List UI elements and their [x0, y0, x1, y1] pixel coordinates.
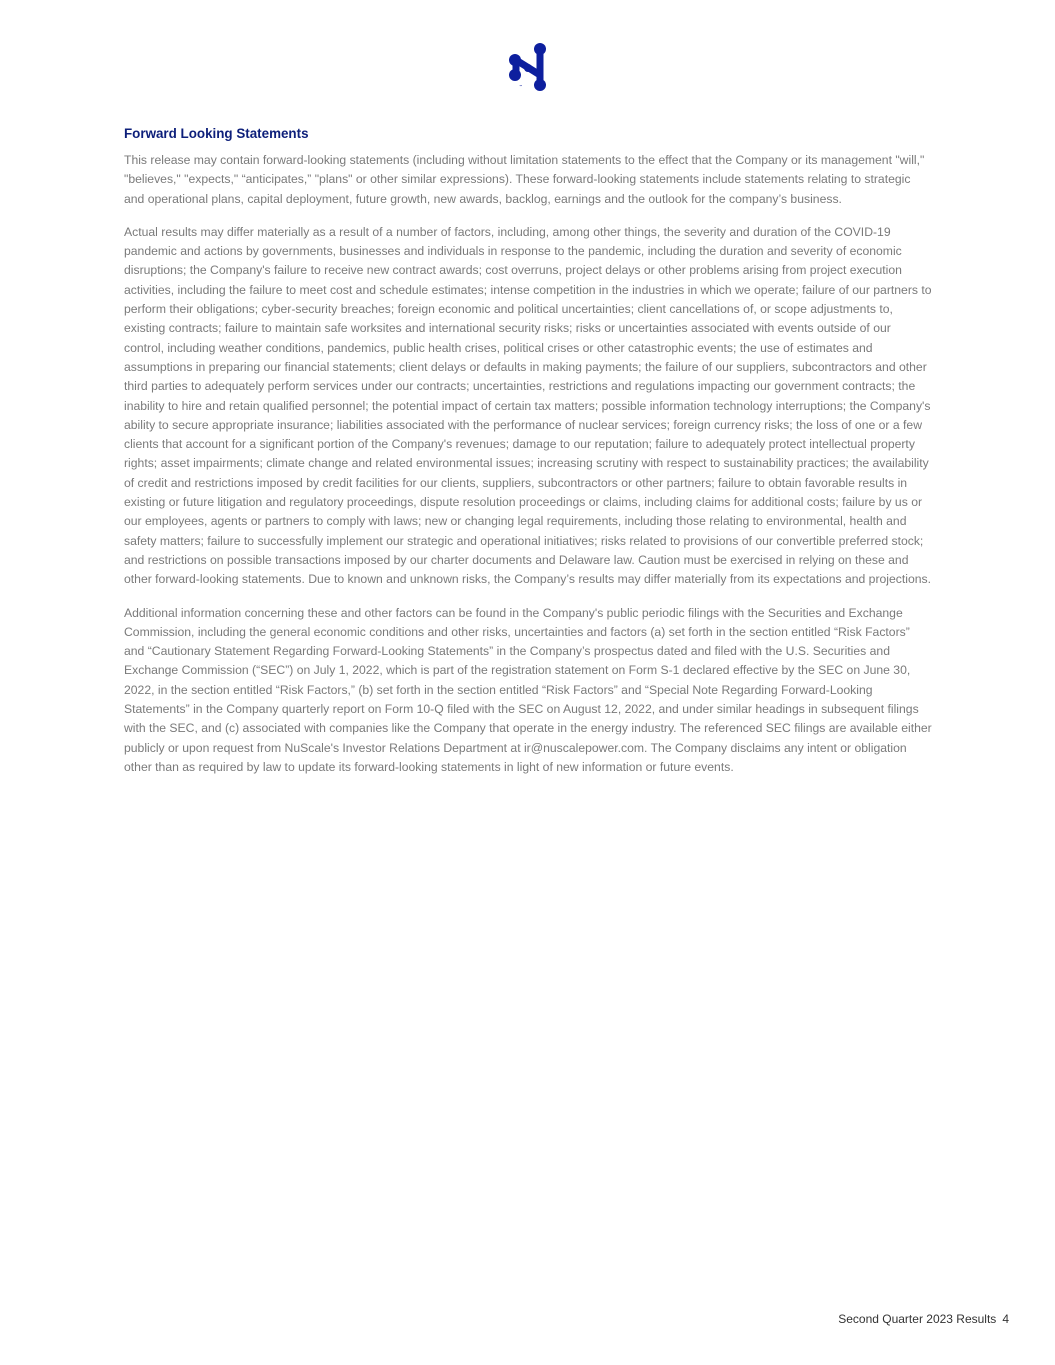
- forward-looking-section: [124, 125, 932, 791]
- trademark-mark: ™: [519, 84, 523, 89]
- paragraph-additional-info: Additional information concerning these and other factors can be found in the Company's public periodic filings with the Securities and Exchange Commission, including the general economic conditions and other risks, uncertainties and factors (a) set forth in the section entitled “Risk Factors” and “Cautionary Statement Regarding Forward-Looking Statements” in the Company’s prospectus dated and filed with the U.S. Securities and Exchange Commission (“SEC”) on July 1, 2022, which is part of the registration statement on Form S-1 declared effective by the SEC on June 30, 2022, in the section entitled “Risk Factors,” (b) set forth in the section entitled “Risk Factors” and “Special Note Regarding Forward-Looking Statements” in the Company quarterly report on Form 10-Q filed with the SEC on August 12, 2022, and under similar headings in subsequent filings with the SEC, and (c) associated with companies like the Company that operate in the energy industry. The referenced SEC filings are available either publicly or upon request from NuScale's Investor Relations Department at ir@nuscalepower.com. The Company disclaims any intent or obligation other than as required by law to update its forward-looking statements in light of new information or future events.: [124, 605, 932, 774]
- page-number: 4: [1002, 1312, 1009, 1326]
- page-footer: [838, 1312, 1009, 1326]
- nuscale-logo-icon: [507, 41, 551, 93]
- paragraph-intro: This release may contain forward-looking statements (including without limitation statements to the effect that the Company or its management "will," "believes," "expects," “anticipates,” "plans" or other similar expressions). These forward-looking statements include statements relating to strategic and operational plans, capital deployment, future growth, new awards, backlog, earnings and the outlook for the company’s business.: [124, 153, 925, 206]
- paragraph-risk-factors: Actual results may differ materially as a result of a number of factors, including, among other things, the severity and duration of the COVID-19 pandemic and actions by governments, businesses and individuals in response to the pandemic, including the duration and severity of economic disruptions; the Company's failure to receive new contract awards; cost overruns, project delays or other problems arising from project execution activities, including the failure to meet cost and schedule estimates; intense competition in the industries in which we operate; failure of our partners to perform their obligations; cyber-security breaches; foreign economic and political uncertainties; client cancellations of, or scope adjustments to, existing contracts; failure to maintain safe worksites and international security risks; risks or uncertainties associated with events outside of our control, including weather conditions, pandemics, public health crises, political crises or other catastrophic events; the use of estimates and assumptions in preparing our financial statements; client delays or defaults in making payments; the failure of our suppliers, subcontractors and other third parties to adequately perform services under our contracts; uncertainties, restrictions and regulations impacting our government contracts; the inability to hire and retain qualified personnel; the potential impact of certain tax matters; possible information technology interruptions; the Company's ability to secure appropriate insurance; liabilities associated with the performance of nuclear services; foreign currency risks; the loss of one or a few clients that account for a significant portion of the Company's revenues; damage to our reputation; failure to adequately protect intellectual property rights; asset impairments; climate change and related environmental issues; increasing scrutiny with respect to sustainability practices; the availability of credit and restrictions imposed by credit facilities for our clients, suppliers, subcontractors or other partners; failure to obtain favorable results in existing or future litigation and regulatory proceedings, dispute resolution proceedings or claims, including claims for additional costs; failure by us or our employees, agents or partners to comply with laws; new or changing legal requirements, including those relating to environmental, health and safety matters; failure to successfully implement our strategic and operational initiatives; risks related to provisions of our convertible preferred stock; and restrictions on possible transactions imposed by our charter documents and Delaware law. Caution must be exercised in relying on these and other forward-looking statements. Due to known and unknown risks, the Company’s results may differ materially from its expectations and projections.: [124, 224, 932, 587]
- section-title: Forward Looking Statements: [124, 126, 309, 141]
- footer-label: Second Quarter 2023 Results: [838, 1312, 997, 1326]
